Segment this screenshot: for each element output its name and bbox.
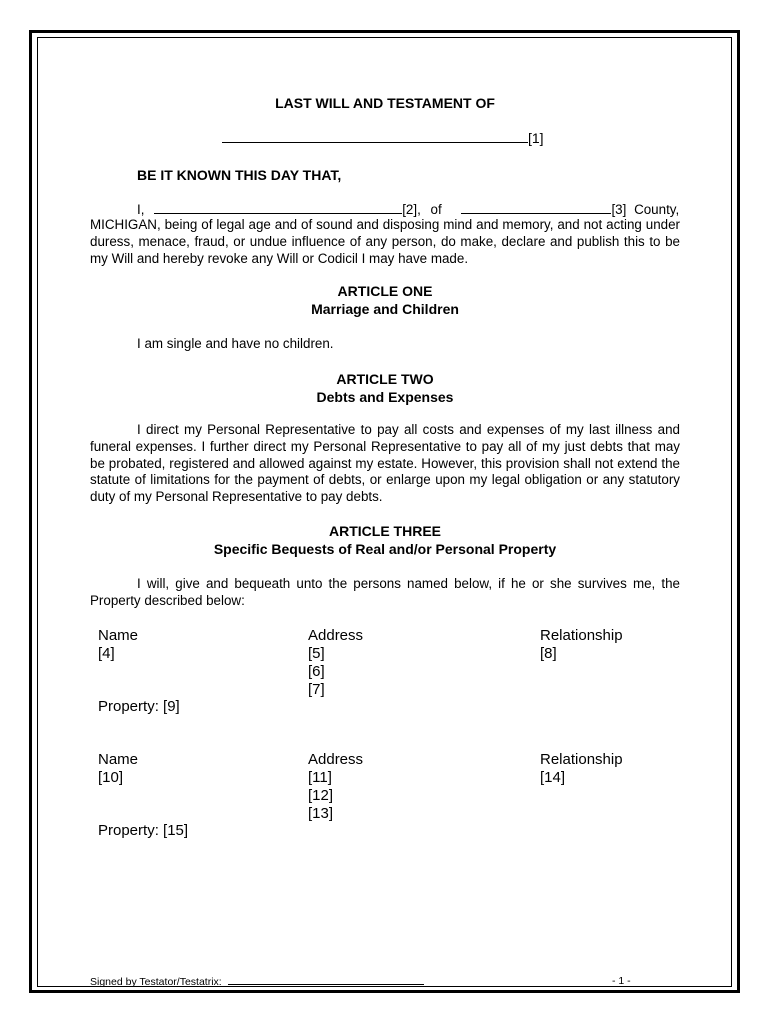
bequest-2-relationship-field[interactable]: [14] — [540, 769, 566, 786]
article-one-heading: ARTICLE ONE — [337, 283, 433, 299]
bequest-1-name-field[interactable]: [4] — [98, 645, 115, 662]
of-label: of — [430, 202, 442, 217]
county-field[interactable] — [461, 201, 611, 214]
article-three-paragraph — [90, 576, 680, 610]
bequest-1-address-line-1[interactable]: [5] — [308, 645, 325, 662]
bequest-2-relationship-label: Relationship — [540, 751, 623, 768]
intro-paragraph: MICHIGAN, being of legal age and of sound and disposing mind and memory, and not acting under duress, menace, fraud, or undue influence of any person, do make, declare and publish this to be my Will and hereby revoke any Will or Codicil I may have made. — [90, 217, 680, 266]
bequest-2-name-field[interactable]: [10] — [98, 769, 124, 786]
article-three-subheading: Specific Bequests of Real and/or Personal Property — [213, 541, 557, 557]
bequest-2-property-field[interactable]: Property: [15] — [98, 822, 189, 839]
article-two-text: I direct my Personal Representative to pay all costs and expenses of my last illness and funeral expenses. I further direct my Personal Representative to pay all of my just debts that may be probated, registered and allowed against my estate. However, this provision shall not extend the statute of limitations for the payment of debts, or enlarge upon my legal obligation or any statutory duty of my Personal Representative to pay debts. — [90, 422, 680, 505]
article-two-heading: ARTICLE TWO — [336, 371, 434, 387]
article-two-paragraph — [90, 422, 680, 506]
known-heading: BE IT KNOWN THIS DAY THAT, — [137, 167, 342, 183]
field-marker-2: [2], — [402, 202, 421, 217]
signature-footer — [90, 975, 424, 988]
article-two-subheading: Debts and Expenses — [316, 389, 454, 405]
bequest-2-address-line-3[interactable]: [13] — [308, 805, 334, 822]
bequest-1-property-field[interactable]: Property: [9] — [98, 698, 180, 715]
bequest-1-address-label: Address — [308, 627, 364, 644]
field-marker-1: [1] — [528, 130, 544, 146]
bequest-2-address-label: Address — [308, 751, 364, 768]
testator-name-field-2[interactable] — [154, 201, 402, 214]
i-label: I, — [137, 202, 145, 217]
bequest-1-name-label: Name — [98, 627, 139, 644]
county-label: County, — [634, 202, 680, 217]
bequest-1-address-line-3[interactable]: [7] — [308, 681, 325, 698]
article-three-text: I will, give and bequeath unto the persons named below, if he or she survives me, the Property described below: — [90, 576, 680, 608]
signature-field[interactable] — [228, 975, 424, 985]
document-title: LAST WILL AND TESTAMENT OF — [275, 95, 495, 111]
testator-name-line — [222, 130, 528, 143]
bequest-2-address-line-1[interactable]: [11] — [308, 769, 332, 786]
article-one-subheading: Marriage and Children — [311, 301, 459, 317]
testator-name-field[interactable] — [222, 130, 544, 146]
bequest-1-relationship-field[interactable]: [8] — [540, 645, 557, 662]
page-number: - 1 - — [612, 975, 631, 987]
signed-label: Signed by Testator/Testatrix: — [90, 976, 222, 988]
bequest-2-name-label: Name — [98, 751, 139, 768]
bequest-2-address-line-2[interactable]: [12] — [308, 787, 334, 804]
bequest-1-relationship-label: Relationship — [540, 627, 623, 644]
article-one-text: I am single and have no children. — [137, 336, 334, 351]
article-three-heading: ARTICLE THREE — [329, 523, 441, 539]
intro-first-line — [137, 201, 679, 217]
field-marker-3: [3] — [611, 202, 627, 217]
bequest-1-address-line-2[interactable]: [6] — [308, 663, 325, 680]
